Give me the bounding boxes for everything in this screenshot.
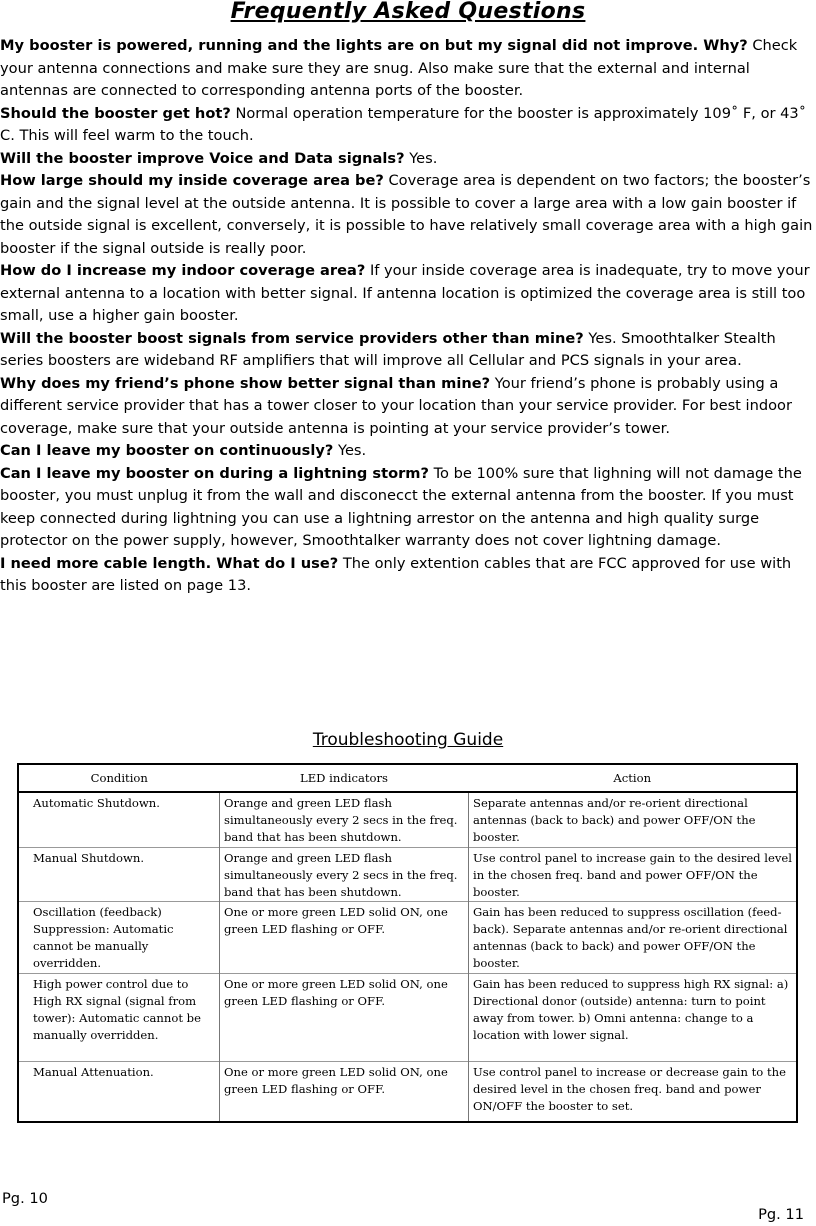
header-led-indicators: LED indicators	[220, 764, 469, 792]
led-cell: Orange and green LED flash simultaneously every 2 secs in the freq. band that has been shutdown.	[220, 792, 469, 847]
condition-cell: Automatic Shutdown.	[18, 792, 220, 847]
condition-cell: Oscillation (feedback) Suppression: Automatic cannot be manually overridden.	[18, 902, 220, 974]
faq-answer: Coverage area is dependent on two factors; the booster’s gain and the signal level at the outside antenna. It is possible to cover a large area with a low gain booster if the outside signal is excellent, conversely, it is possible to have relatively small coverage area with a high gain booster if the signal outside is really poor.	[0, 172, 813, 257]
troubleshooting-title: Troubleshooting Guide	[312, 730, 504, 750]
header-condition: Condition	[18, 764, 220, 792]
led-cell: One or more green LED solid ON, one green LED flashing or OFF.	[220, 974, 469, 1062]
faq-question: Can I leave my booster on continuously?	[0, 442, 334, 459]
faq-answer: Your friend’s phone is probably using a different service provider that has a tower closer to your location than your service provider. For best indoor coverage, make sure that your outside antenna is pointing at your service provider’s tower.	[0, 374, 792, 437]
faq-question: Why does my friend’s phone show better signal than mine?	[0, 374, 491, 392]
faq-answer: The only extention cables that are FCC approved for use with this booster are listed on page 13.	[0, 554, 792, 594]
faq-item	[0, 170, 814, 260]
faq-item	[0, 328, 814, 373]
table-header-row	[18, 764, 797, 792]
faq-title: Frequently Asked Questions	[230, 0, 586, 24]
action-cell: Use control panel to increase gain to the desired level in the chosen freq. band and power OFF/ON the booster.	[469, 847, 798, 902]
table-row	[18, 1062, 797, 1122]
faq-answer: Normal operation temperature for the booster is approximately 109˚ F, or 43˚ C. This will feel warm to the touch.	[0, 104, 807, 144]
faq-item	[0, 553, 814, 598]
table-row	[18, 902, 797, 974]
troubleshooting-table	[17, 763, 798, 1123]
faq-item	[0, 463, 814, 553]
faq-answer: To be 100% sure that lighning will not damage the booster, you must unplug it from the wall and disconecct the external antenna from the booster. If you must keep connected during lightning you can use a lightning arrestor on the antenna and high quality surge protector on the power supply, however, Smoothtalker warranty does not cover lightning damage.	[0, 464, 802, 549]
faq-answer: Check your antenna connections and make sure they are snug. Also make sure that the external and internal antennas are connected to corresponding antenna ports of the booster.	[0, 37, 798, 99]
faq-item	[0, 260, 814, 328]
table-row	[18, 792, 797, 847]
action-cell: Gain has been reduced to suppress oscillation (feed-back). Separate antennas and/or re-orient directional antennas (back to back) and power OFF/ON the booster.	[469, 902, 798, 974]
faq-question: How do I increase my indoor coverage area?	[0, 262, 366, 279]
action-cell: Separate antennas and/or re-orient directional antennas (back to back) and power OFF/ON the booster.	[469, 792, 798, 847]
faq-question: Will the booster improve Voice and Data signals?	[0, 149, 405, 167]
condition-cell: High power control due to High RX signal (signal from tower): Automatic cannot be manually overridden.	[18, 974, 220, 1062]
faq-item	[0, 35, 814, 103]
faq-question: How large should my inside coverage area be?	[0, 172, 384, 189]
table-row	[18, 974, 797, 1062]
faq-question: I need more cable length. What do I use?	[0, 554, 339, 572]
faq-question: Should the booster get hot?	[0, 104, 231, 122]
faq-question: My booster is powered, running and the lights are on but my signal did not improve. Why?	[0, 37, 748, 54]
faq-answer: Yes.	[337, 442, 367, 459]
page-number-right: Pg. 11	[758, 1206, 804, 1223]
condition-cell: Manual Shutdown.	[18, 847, 220, 902]
faq-item	[0, 103, 814, 148]
condition-cell: Manual Attenuation.	[18, 1062, 220, 1122]
faq-answer: Yes.	[409, 149, 438, 167]
led-cell: Orange and green LED flash simultaneously every 2 secs in the freq. band that has been shutdown.	[220, 847, 469, 902]
action-cell: Gain has been reduced to suppress high RX signal: a) Directional donor (outside) antenna: turn to point away from tower. b) Omni antenna: change to a location with lower signal.	[469, 974, 798, 1062]
led-cell: One or more green LED solid ON, one green LED flashing or OFF.	[220, 1062, 469, 1122]
faq-item	[0, 440, 814, 463]
faq-question: Will the booster boost signals from service providers other than mine?	[0, 329, 584, 347]
header-action: Action	[469, 764, 798, 792]
faq-item	[0, 373, 814, 441]
table-row	[18, 847, 797, 902]
page-number-left: Pg. 10	[2, 1190, 48, 1207]
action-cell: Use control panel to increase or decrease gain to the desired level in the chosen freq. band and power ON/OFF the booster to set.	[469, 1062, 798, 1122]
led-cell: One or more green LED solid ON, one green LED flashing or OFF.	[220, 902, 469, 974]
faq-answer: Yes. Smoothtalker Stealth series boosters are wideband RF amplifiers that will improve all Cellular and PCS signals in your area.	[0, 329, 776, 369]
faq-question: Can I leave my booster on during a lightning storm?	[0, 464, 429, 482]
faq-item	[0, 148, 814, 171]
faq-answer: If your inside coverage area is inadequate, try to move your external antenna to a location with better signal. If antenna location is optimized the coverage area is still too small, use a higher gain booster.	[0, 262, 810, 324]
faq-section	[0, 35, 814, 598]
